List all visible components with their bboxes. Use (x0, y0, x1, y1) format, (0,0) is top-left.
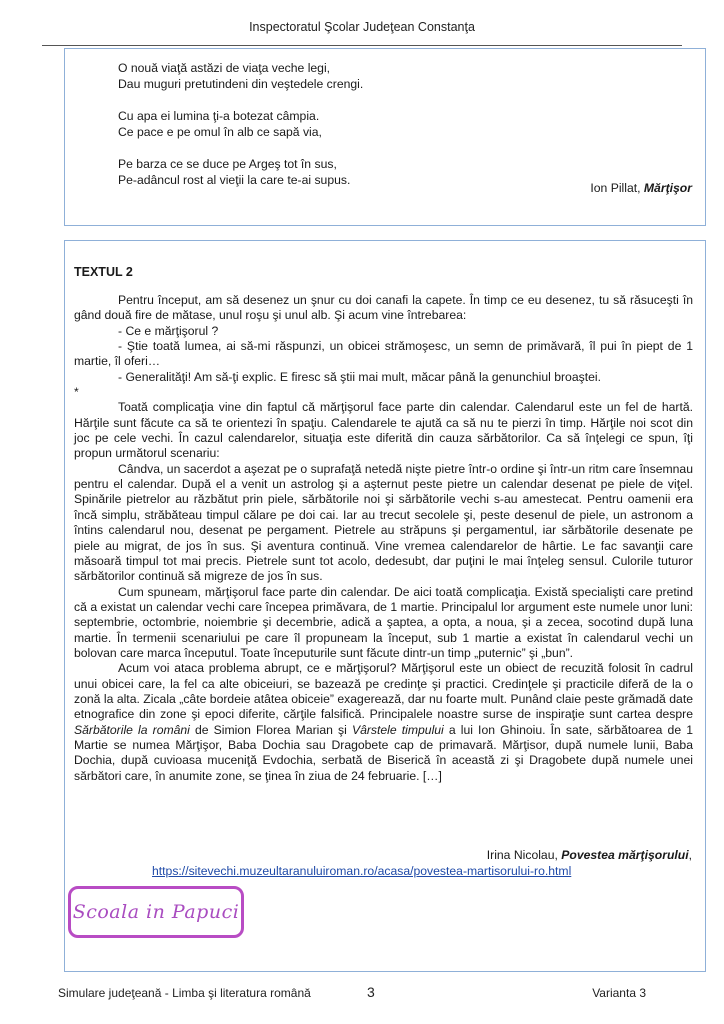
text-run: Acum voi ataca problema abrupt, ce e mărţişorul? Mărţişorul este un obiect de recuzită folosit în cadrul unui obicei care, la fel ca alte obiceiuri, se bazează pe credinţe şi practici. Credinţele şi practicile diferă de la o zonă la alta. Zicala „câte bordeie atâtea obiceie” exagerează, dar nu foarte mult. Punând claie peste grămadă date etnografice din zone şi epoci diferite, cărţile falsifică. Principalele noastre surse de inspiraţie sunt cartea despre (74, 661, 693, 722)
attribution-comma: , (688, 848, 692, 862)
text2-title: TEXTUL 2 (74, 265, 133, 279)
poem-line: Ce pace e pe omul în alb ce sapă via, (118, 125, 322, 139)
paragraph: - Generalităţi! Am să-ţi explic. E firesc să ştii mai mult, măcar până la genunchiul broaştei. (118, 369, 601, 384)
source-link[interactable]: https://sitevechi.muzeultaranuluiroman.ro/acasa/povestea-martisorului-ro.html (152, 864, 572, 878)
text-run: de Simion Florea Marian şi (189, 722, 352, 737)
separator-asterisk: * (74, 385, 79, 400)
text-run: a lui Ion Ghinoiu. În sate, sărbătoarea de 1 Martie se numea Mărţişor, Baba Dochia sau Dragobete cap de primavară. Mărţisor, după numele lunii, Baba Dochia, după cuvioasa muceniţă Evdochia, serbată de Biserică în această zi şi Dragobete după numele unei sărbători care, în anumite zone, se ţinea în ziua de 24 februarie. […] (74, 722, 693, 783)
poem-author: Ion Pillat, (590, 181, 644, 195)
paragraph: Cum spuneam, mărţişorul face parte din calendar. De aici toată complicaţia. Există specialişti care pretind că a existat un calendar vechi care începea primăvara, de 1 martie. Principalul lor argument este numele unor luni: septembrie, octombrie, noiembrie şi decembrie, adică a şaptea, a opta, a noua, şi a zecea, socotind după luna martie. În termenii scenariului pe care îl propuneam la început, sub 1 martie a existat în calendarul vechi un bolovan care marca începutul. Toate începuturile sunt făcute dintr-un timp „puternic” şi „bun”. (74, 584, 693, 660)
poem-line: Cu apa ei lumina ţi-a botezat câmpia. (118, 109, 320, 123)
paragraph: - Ştie toată lumea, ai să-mi răspunzi, un obicei strămoşesc, un semn de primăvară, îl pui în piept de 1 martie, îl oferi… (74, 339, 693, 369)
poem-line: Dau muguri pretutindeni din veştedele crengi. (118, 77, 364, 91)
page-header: Inspectoratul Şcolar Judeţean Constanţa (249, 20, 475, 34)
text2-attribution (487, 848, 692, 862)
text2-work-title: Povestea mărţişorului (561, 848, 689, 862)
paragraph: Cândva, un sacerdot a aşezat pe o suprafaţă netedă nişte pietre într-o ordine şi într-un ritm care însemnau pentru el calendar. După el a venit un astrolog şi a aşternut peste pietre un calendar desenat pe piele de viţel. Spinările pietrelor au răzbătut prin piele, sărbătorile noi şi sărbătorile vechi s-au amestecat. Pentru oamenii era încă simplu, străbăteau timpul călare pe doi cai. Iar au trecut secolele şi, peste desenul de piele, un astronom a întins calendarul nou, desenat pe pergament. Pietrele au străpuns şi pergamentul, iar sărbătorile desenate pe piele au migrat, de jos în sus. Şi aventura continuă. Vine vremea calendarelor de hârtie. Le fac savanţii care măsoară timpul tot mai precis. Pietrele sunt tot acolo, dedesubt, dar puţini le mai înţeleg sensul. Culorile tuturor sărbătorilor continuă să migreze de jos în sus. (74, 461, 693, 584)
paragraph (74, 661, 693, 784)
poem-work-title: Mărţişor (643, 181, 692, 195)
text2-author: Irina Nicolau, (486, 848, 562, 862)
page-number: 3 (367, 984, 375, 1000)
text2-body (74, 293, 693, 784)
footer-exam-title: Simulare judeţeană - Limba şi literatura română (58, 986, 311, 1000)
paragraph: Toată complicaţia vine din faptul că mărţişorul face parte din calendar. Calendarul este un fel de hartă. Hărţile sunt făcute ca să te orientezi în spaţiu. Calendarele te ajută ca să nu te pierzi în timp. Hărţile noi scot din joc pe cele vechi. În cazul calendarelor, situaţia este diferită din cauza sărbătorilor. Ca să înţelegi ce spun, îţi propun următorul scenariu: (74, 400, 693, 461)
poem-line: Pe barza ce se duce pe Argeş tot în sus, (118, 157, 337, 171)
poem-line: O nouă viaţă astăzi de viaţa veche legi, (118, 61, 331, 75)
poem (118, 60, 363, 204)
poem-stanza (118, 60, 363, 92)
footer-variant: Varianta 3 (592, 986, 646, 1000)
poem-stanza (118, 156, 363, 188)
poem-line: Pe-adâncul rost al vieţii la care te-ai supus. (118, 173, 351, 187)
header-divider (42, 45, 682, 46)
book-title: Sărbătorile la români (74, 722, 190, 737)
scoala-in-papuci-logo: Scoala in Papuci (68, 886, 244, 938)
book-title: Vârstele timpului (351, 722, 444, 737)
paragraph: Pentru început, am să desenez un şnur cu doi canafi la capete. În timp ce eu desenez, tu să răsuceşti în gând două fire de mătase, unul roşu şi unul alb. Şi acum vine întrebarea: (74, 293, 693, 323)
poem-attribution (590, 181, 692, 195)
paragraph: - Ce e mărţişorul ? (118, 323, 219, 338)
poem-stanza (118, 108, 363, 140)
